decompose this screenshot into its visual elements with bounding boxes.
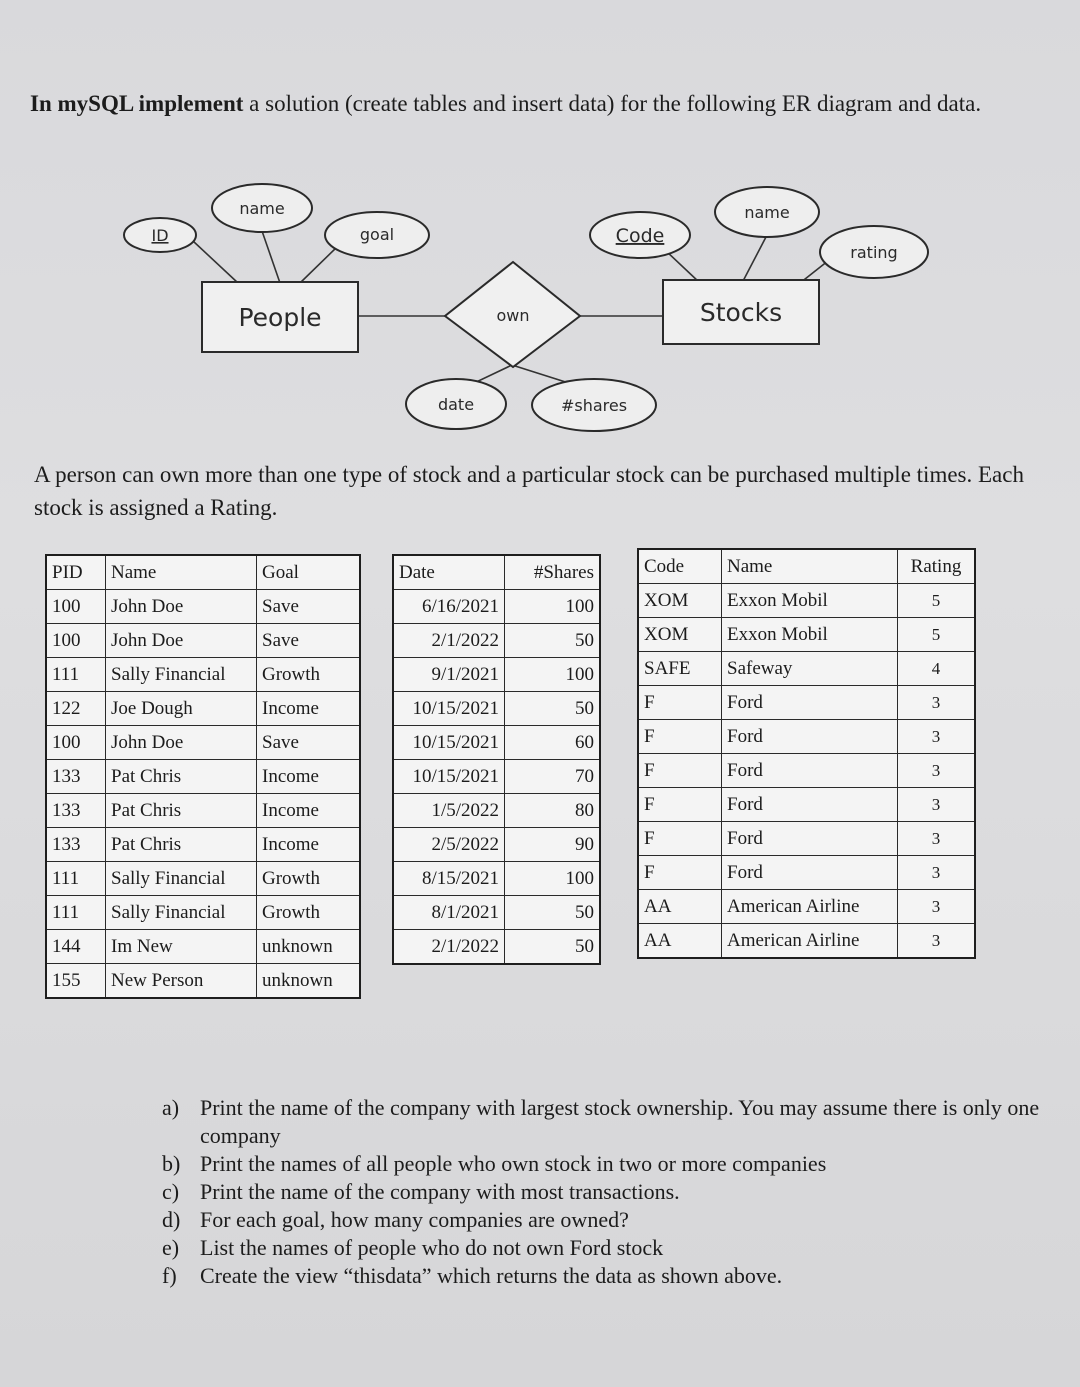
table-cell: 70 [505,760,601,794]
table-row [638,720,975,754]
table-cell: SAFE [638,652,722,686]
table-row [638,754,975,788]
table-cell: 2/1/2022 [393,930,505,965]
table-cell: New Person [106,964,257,999]
table-cell: Im New [106,930,257,964]
table-cell: 1/5/2022 [393,794,505,828]
table-cell: 3 [898,856,976,890]
table-row [638,686,975,720]
table-row [46,658,360,692]
table-cell: 5 [898,584,976,618]
table-cell: 50 [505,624,601,658]
table-header-row [46,555,360,590]
column-header: Code [638,549,722,584]
table-cell: American Airline [722,924,898,959]
table-cell: Sally Financial [106,658,257,692]
table-row [393,930,600,965]
table-cell: Growth [257,658,361,692]
question-label: f) [162,1263,177,1288]
table-row [393,896,600,930]
table-cell: Income [257,692,361,726]
table-cell: 50 [505,692,601,726]
table-cell: 111 [46,658,106,692]
table-cell: Ford [722,720,898,754]
table-cell: F [638,822,722,856]
table-row [393,862,600,896]
entity-people-label: People [238,303,322,332]
table-cell: 3 [898,720,976,754]
table-cell: F [638,686,722,720]
column-header: Goal [257,555,361,590]
table-cell: unknown [257,964,361,999]
attr-people-name-label: name [239,199,285,218]
table-row [393,624,600,658]
table-cell: XOM [638,618,722,652]
table-cell: 6/16/2021 [393,590,505,624]
column-header: #Shares [505,555,601,590]
table-cell: Save [257,590,361,624]
relationship-own-label: own [496,306,530,325]
table-cell: 50 [505,896,601,930]
column-header: Rating [898,549,976,584]
table-cell: Sally Financial [106,896,257,930]
table-row [46,760,360,794]
column-header: Date [393,555,505,590]
entity-stocks-label: Stocks [699,298,783,327]
question-text: Print the name of the company with most transactions. [200,1179,680,1204]
table-row [46,862,360,896]
table-cell: Save [257,624,361,658]
column-header: PID [46,555,106,590]
table-cell: 10/15/2021 [393,760,505,794]
intro-bold: In mySQL implement [30,91,244,116]
intro-text [30,88,1020,120]
question-item [162,1262,1042,1290]
table-cell: Exxon Mobil [722,584,898,618]
question-text: Create the view “thisdata” which returns the data as shown above. [200,1263,783,1288]
table-row [393,794,600,828]
table-cell: 111 [46,862,106,896]
table-cell: Ford [722,754,898,788]
description: A person can own more than one type of stock and a particular stock can be purchased multiple times. Each stock is assigned a Rating. [34,462,1024,520]
table-cell: 133 [46,760,106,794]
table-row [393,658,600,692]
table-cell: 144 [46,930,106,964]
table-row [46,828,360,862]
table-cell: Save [257,726,361,760]
table-row [46,726,360,760]
questions-list [162,1094,1042,1290]
table-cell: 100 [505,862,601,896]
table-cell: 155 [46,964,106,999]
table-row [46,794,360,828]
table-row [46,896,360,930]
table-cell: Ford [722,686,898,720]
table-cell: AA [638,890,722,924]
attr-stocks-name-label: name [744,203,790,222]
table-row [638,584,975,618]
table-cell: John Doe [106,726,257,760]
table-header-row [638,549,975,584]
question-text: List the names of people who do not own Ford stock [200,1235,664,1260]
table-cell: Growth [257,862,361,896]
table-cell: Exxon Mobil [722,618,898,652]
table-row [393,590,600,624]
table-cell: 100 [46,726,106,760]
table-row [393,692,600,726]
table-cell: Income [257,794,361,828]
table-cell: Sally Financial [106,862,257,896]
question-label: c) [162,1179,180,1204]
table-row [46,930,360,964]
question-item [162,1206,1042,1234]
stocks-table [637,548,976,959]
table-cell: Ford [722,822,898,856]
table-row [638,890,975,924]
table-cell: 122 [46,692,106,726]
table-row [638,618,975,652]
table-cell: American Airline [722,890,898,924]
er-diagram [0,170,1080,440]
table-row [46,692,360,726]
table-row [46,590,360,624]
table-cell: 3 [898,822,976,856]
table-cell: 2/1/2022 [393,624,505,658]
attr-date-label: date [437,395,475,414]
table-cell: 100 [505,658,601,692]
table-cell: 60 [505,726,601,760]
table-cell: F [638,754,722,788]
table-cell: 10/15/2021 [393,726,505,760]
table-cell: 9/1/2021 [393,658,505,692]
table-row [46,964,360,999]
attr-id-label: ID [151,226,169,245]
table-cell: 8/15/2021 [393,862,505,896]
table-cell: 133 [46,794,106,828]
table-cell: Pat Chris [106,760,257,794]
table-row [46,624,360,658]
question-text: Print the name of the company with largest stock ownership. You may assume there is only one company [200,1095,1040,1148]
table-cell: 3 [898,686,976,720]
table-cell: F [638,856,722,890]
table-cell: Safeway [722,652,898,686]
attr-goal-label: goal [359,225,395,244]
question-label: d) [162,1207,181,1232]
attr-shares-label: #shares [560,396,628,415]
people-table [45,554,361,999]
table-cell: Growth [257,896,361,930]
attr-rating-label: rating [850,243,898,262]
table-cell: 3 [898,890,976,924]
table-cell: Income [257,760,361,794]
table-cell: Ford [722,856,898,890]
question-item [162,1094,1042,1150]
table-cell: 90 [505,828,601,862]
owns-table [392,554,601,965]
table-cell: 100 [46,624,106,658]
table-cell: F [638,720,722,754]
table-cell: 111 [46,896,106,930]
attr-code-label: Code [615,225,665,247]
table-cell: 80 [505,794,601,828]
table-row [393,726,600,760]
table-cell: 2/5/2022 [393,828,505,862]
question-text: Print the names of all people who own stock in two or more companies [200,1151,827,1176]
table-row [393,828,600,862]
column-header: Name [722,549,898,584]
table-cell: 8/1/2021 [393,896,505,930]
table-cell: John Doe [106,624,257,658]
table-cell: 4 [898,652,976,686]
table-cell: John Doe [106,590,257,624]
table-header-row [393,555,600,590]
table-cell: 3 [898,788,976,822]
table-cell: 133 [46,828,106,862]
question-item [162,1234,1042,1262]
table-cell: Pat Chris [106,794,257,828]
question-label: b) [162,1151,181,1176]
question-item [162,1150,1042,1178]
table-cell: 5 [898,618,976,652]
table-row [638,652,975,686]
table-row [638,822,975,856]
table-cell: Joe Dough [106,692,257,726]
table-cell: Pat Chris [106,828,257,862]
table-cell: Ford [722,788,898,822]
table-cell: 100 [46,590,106,624]
intro-rest: a solution (create tables and insert data) for the following ER diagram and data. [243,91,982,116]
table-row [638,788,975,822]
question-item [162,1178,1042,1206]
table-cell: unknown [257,930,361,964]
question-label: a) [162,1095,180,1120]
table-row [393,760,600,794]
table-cell: 50 [505,930,601,965]
table-cell: 3 [898,924,976,959]
question-text: For each goal, how many companies are owned? [200,1207,629,1232]
table-cell: 100 [505,590,601,624]
table-cell: F [638,788,722,822]
table-row [638,924,975,959]
table-row [638,856,975,890]
question-label: e) [162,1235,180,1260]
table-cell: Income [257,828,361,862]
table-cell: 10/15/2021 [393,692,505,726]
column-header: Name [106,555,257,590]
table-cell: XOM [638,584,722,618]
table-cell: AA [638,924,722,959]
table-cell: 3 [898,754,976,788]
